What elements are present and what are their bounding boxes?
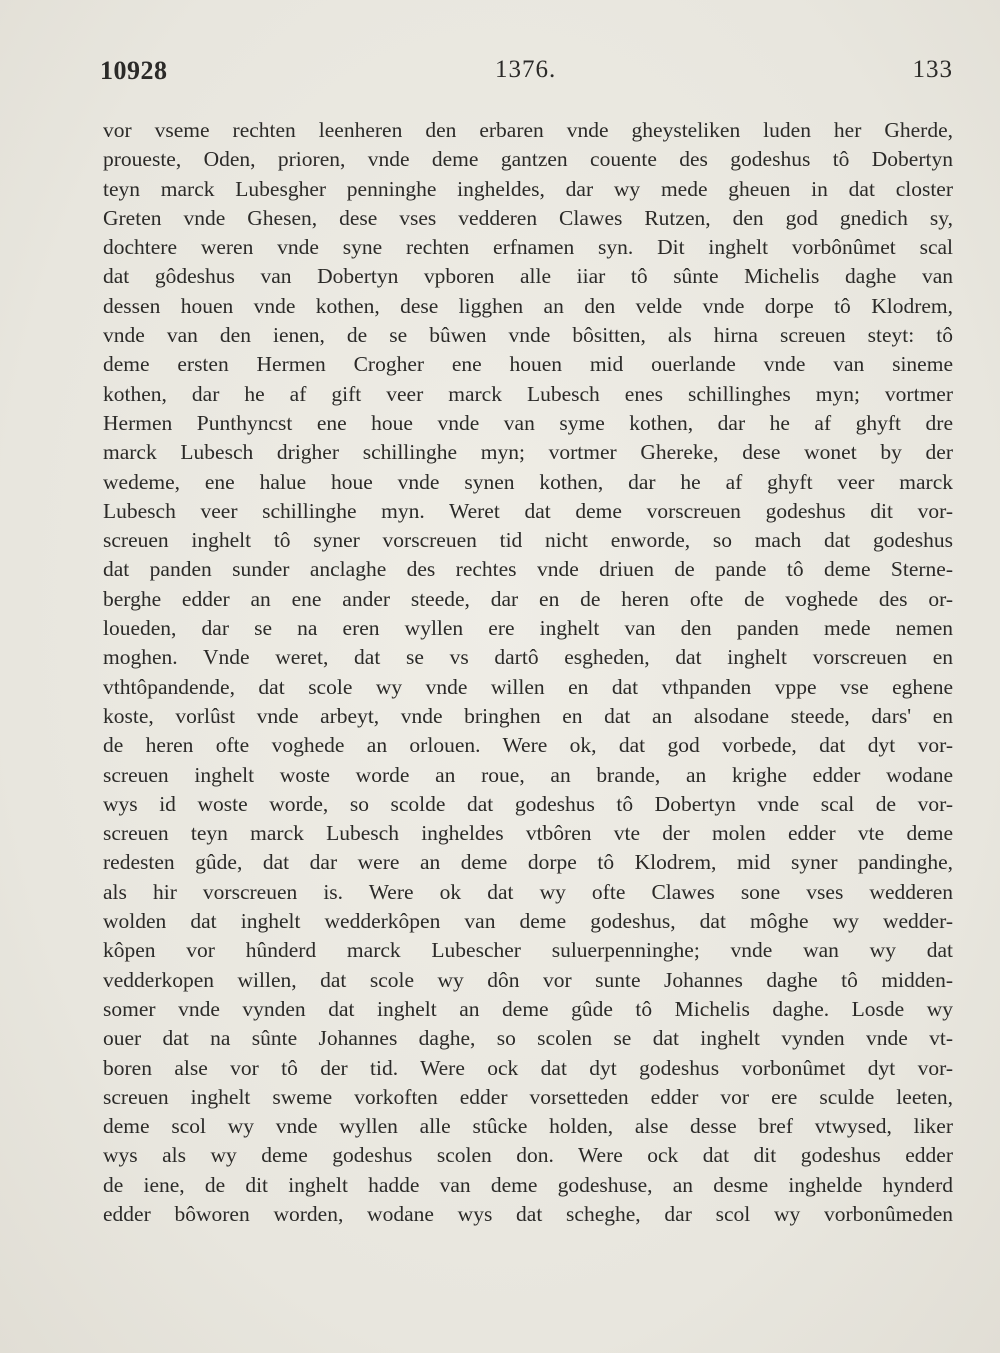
text-line: dat panden sunder anclaghe des rechtes vnde driuen de pande tô deme Sterne- [103,557,953,582]
text-line: koste, vorlûst vnde arbeyt, vnde bringhen en dat an alsodane steede, dars' en [103,703,953,728]
text-line: screuen inghelt woste worde an roue, an brande, an krighe edder wodane [103,762,953,787]
text-line: Greten vnde Ghesen, dese vses vedderen Clawes Rutzen, den god gnedich sy, [103,205,953,230]
text-line: teyn marck Lubesgher penninghe ingheldes, dar wy mede gheuen in dat closter [103,176,953,201]
text-line: screuen inghelt sweme vorkoften edder vorsetteden edder vor ere sculde leeten, [103,1084,953,1109]
text-line: dochtere weren vnde syne rechten erfnamen syn. Dit inghelt vorbônûmet scal [103,235,953,260]
text-line: Lubesch veer schillinghe myn. Weret dat deme vorscreuen godeshus dit vor- [103,498,953,523]
text-line: loueden, dar se na eren wyllen ere inghelt van den panden mede nemen [103,616,953,641]
text-line: dessen houen vnde kothen, dese ligghen an den velde vnde dorpe tô Klodrem, [103,293,953,318]
text-line: vor vseme rechten leenheren den erbaren vnde gheysteliken luden her Gherde, [103,118,953,142]
body-text [103,116,953,1229]
text-line: proueste, Oden, prioren, vnde deme gantzen couente des godeshus tô Dobertyn [103,147,953,172]
page-header [100,56,953,96]
text-line: kothen, dar he af gift veer marck Lubesch enes schillinghes myn; vortmer [103,381,953,406]
text-line: wys id woste worde, so scolde dat godeshus tô Dobertyn vnde scal de vor- [103,791,953,816]
page-number: 133 [912,56,953,83]
text-line: deme scol wy vnde wyllen alle stûcke holden, alse desse bref vtwysed, liker [103,1114,953,1139]
text-line: als hir vorscreuen is. Were ok dat wy ofte Clawes sone vses wedderen [103,879,953,904]
text-line: Hermen Punthyncst ene houe vnde van syme kothen, dar he af ghyft dre [103,410,953,435]
text-line: marck Lubesch drigher schillinghe myn; vortmer Ghereke, dese wonet by der [103,440,953,465]
text-line: vnde van den ienen, de se bûwen vnde bôsitten, als hirna screuen steyt: tô [103,323,953,348]
text-line: ouer dat na sûnte Johannes daghe, so scolen se dat inghelt vynden vnde vt- [103,1026,953,1051]
header-year: 1376. [495,56,557,83]
text-line: screuen inghelt tô syner vorscreuen tid nicht enworde, so mach dat godeshus [103,528,953,553]
text-line: edder bôworen worden, wodane wys dat scheghe, dar scol wy vorbonûmeden [103,1201,953,1226]
text-line: vedderkopen willen, dat scole wy dôn vor sunte Johannes daghe tô midden- [103,967,953,992]
text-line: somer vnde vynden dat inghelt an deme gûde tô Michelis daghe. Losde wy [103,996,953,1021]
text-line: redesten gûde, dat dar were an deme dorpe tô Klodrem, mid syner pandinghe, [103,850,953,875]
text-line: deme ersten Hermen Crogher ene houen mid ouerlande vnde van sineme [103,352,953,377]
text-line: wolden dat inghelt wedderkôpen van deme godeshus, dat môghe wy wedder- [103,909,953,934]
text-line: kôpen vor hûnderd marck Lubescher suluerpenninghe; vnde wan wy dat [103,938,953,963]
text-line: wedeme, ene halue houe vnde synen kothen, dar he af ghyft veer marck [103,469,953,494]
document-number: 10928 [100,56,168,85]
text-line: screuen teyn marck Lubesch ingheldes vtbôren vte der molen edder vte deme [103,821,953,846]
text-line: vthtôpandende, dat scole wy vnde willen en dat vthpanden vppe vse eghene [103,674,953,699]
text-line: dat gôdeshus van Dobertyn vpboren alle iiar tô sûnte Michelis daghe van [103,264,953,289]
text-line: moghen. Vnde weret, dat se vs dartô esgheden, dat inghelt vorscreuen en [103,645,953,670]
text-line: berghe edder an ene ander steede, dar en de heren ofte de voghede des or- [103,586,953,611]
text-line: de heren ofte voghede an orlouen. Were ok, dat god vorbede, dat dyt vor- [103,733,953,758]
text-line: wys als wy deme godeshus scolen don. Were ock dat dit godeshus edder [103,1143,953,1168]
text-line: boren alse vor tô der tid. Were ock dat dyt godeshus vorbonûmet dyt vor- [103,1055,953,1080]
text-line: de iene, de dit inghelt hadde van deme godeshuse, an desme inghelde hynderd [103,1172,953,1197]
